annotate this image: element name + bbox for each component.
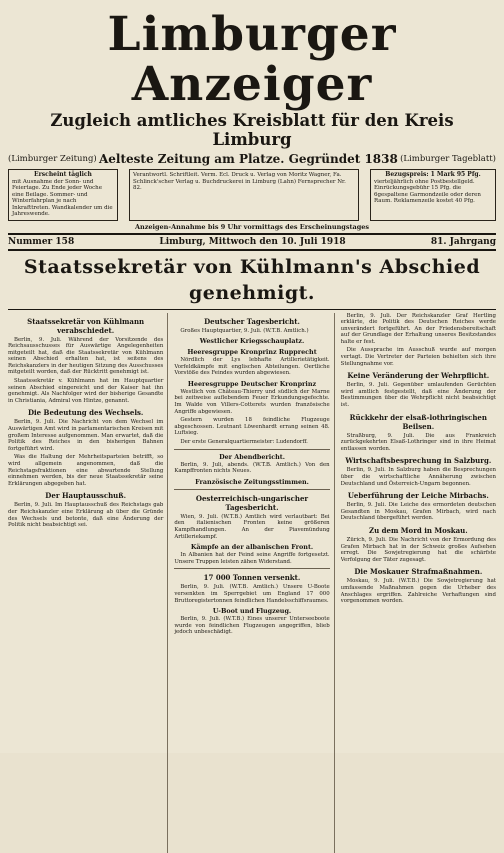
subtitle-row [8,152,496,166]
article-paragraph: Westlich von Château-Thierry und südlich der Marne bei zeitweise auflebendem Feuer Erkundungsgefechte. Im Walde von Villers-Cotterets wurden französische Angriffe abgewiesen. [174,388,330,415]
divider [174,489,329,490]
article-paragraph: Gestern wurden 18 feindliche Flugzeuge abgeschossen. Leutnant Löwenhardt errang seinen 48. Luftsieg. [174,417,330,437]
column-1 [8,313,168,853]
right-tag: (Limburger Tageblatt) [400,154,496,164]
publisher-info-box [129,169,359,221]
main-headline: Staatssekretär von Kühlmann's Abschied genehmigt. [8,251,496,310]
section-heading: Der Abendbericht. [219,452,285,461]
section-heading: U-Boot und Flugzeug. [212,607,292,616]
article-heading: Der Hauptausschuß. [45,491,127,501]
article-paragraph: Berlin, 9. Juli. Die Leiche des ermordeten deutschen Gesandten in Moskau, Grafen Mirbach, wird nach Deutschland übergeführt werden. [340,502,496,522]
price-info-title: Bezugspreis: 1 Mark 95 Pfg. [385,171,481,178]
article-paragraph: Was die Haltung der Mehrheitsparteien betrifft, so wird allgemein angenommen, daß die Reichstagsfraktionen eine abwartende Stellung einnehmen werden, bis der neue Staatssekretär seine Erklärungen abgegeben hat. [8,454,164,487]
publisher-info-text: Verantwortl. Schriftleit. Verm. Ecl. Druck u. Verlag von Moritz Wagner, Fa. Schlinck'scher Verlag u. Buchdruckerei in Limburg (Lahn) Fernsprecher Nr. 82. [133,172,346,191]
article-paragraph: Berlin, 9. Juli. Der Reichskanzler Graf Hertling erklärte, die Politik des Deutschen Reiches werde unverändert fortgeführt. An der Friedensbereitschaft auf der Grundlage der Erhaltung unseres Besitzstandes halte er fest. [340,312,496,345]
volume-year: 81. Jahrgang [430,236,496,247]
article-heading: Rückkehr der elsaß-lothringischen Beilsen. [349,412,487,431]
slogan: Aelteste Zeitung am Platze. Gegründet 1838 [98,152,398,166]
article-paragraph: Wien, 9. Juli. (W.T.B.) Amtlich wird verlautbart: Bei den italienischen Fronten keine größeren Kampfhandlungen. An der Piavemündung Artilleriekampf. [174,513,330,540]
newspaper-title: Limburger Anzeiger [107,7,397,112]
article-columns [8,313,496,853]
price-info-text: vierteljährlich ohne Postbestellgeld. Einrückungsgebühr 15 Pfg. die 6gespaltene Garmondzeile oder deren Raum. Reklamenzeile kostet 40 Pfg. [374,178,481,204]
section-heading: Heeresgruppe Deutscher Kronprinz [187,379,317,388]
article-paragraph: Berlin, 9. Juli, abends. (W.T.B. Amtlich.) Von den Kampffronten nichts Neues. [174,461,330,475]
article-heading: Keine Veränderung der Wehrpflicht. [347,371,490,381]
article-paragraph: Berlin, 9. Juli. In Salzburg haben die Besprechungen über die wirtschaftliche Annäherung zwischen Deutschland und Österreich-Ungarn begonnen. [340,467,496,487]
masthead [8,7,496,166]
article-paragraph: Berlin, 9. Juli. Während der Vorsitzende des Reichsausschusses für Auswärtige Angelegenheiten mitgeteilt hat, daß die Staatssekretär von Kühlmann seinen Abschied erhalten hat, ist seitens des Reichskanzlers in der heutigen Sitzung des Ausschusses mitgeteilt worden, daß der Rücktritt genehmigt ist. [8,336,164,376]
article-paragraph: Der erste Generalquartiermeister: Ludendorff. [180,439,308,446]
article-paragraph: In Albanien hat der Feind seine Angriffe fortgesetzt. Unsere Truppen leisten zähen Widerstand. [174,552,330,565]
section-heading: Französische Zeitungsstimmen. [195,477,309,486]
section-heading: Heeresgruppe Kronprinz Rupprecht [187,348,317,357]
ad-deadline-notice: Anzeigen-Annahme bis 9 Uhr vormittags des Erscheinungstages [134,222,370,231]
article-paragraph: Großes Hauptquartier, 9. Juli. (W.T.B. Amtlich.) [180,327,309,334]
article-paragraph: Nördlich der Lys lebhafte Artillerietätigkeit. Vorfeldkämpfe mit englischen Abteilungen. Oertliche Vorstöße des Feindes wurden abgewiesen. [174,357,330,377]
place-date: Limburg, Mittwoch den 10. Juli 1918 [159,236,346,247]
article-paragraph: Berlin, 9. Juli. Die Nachricht von dem Wechsel im Auswärtigen Amt wird in parlamentarischen Kreisen mit großem Interesse aufgenommen. Man erwartet, daß die Politik des Reiches in den bisherigen Bahnen fortgeführt wird. [8,419,164,452]
article-paragraph: Staatssekretär v. Kühlmann hat im Hauptquartier seinen Abschied eingereicht und der Kaiser hat ihn genehmigt. Als Nachfolger wird der bisherige Gesandte in Christiania, Admiral von Hintze, genannt. [8,378,164,404]
section-heading: Westlicher Kriegsschauplatz. [199,337,305,346]
article-paragraph: Berlin, 9. Juli. Gegenüber umlaufenden Gerüchten wird amtlich festgestellt, daß eine Änderung der Bestimmungen über die Wehrpflicht nicht beabsichtigt ist. [340,382,496,409]
publication-info-title: Erscheint täglich [34,171,92,178]
column-2 [174,313,334,853]
dateline [8,233,496,251]
divider [174,568,329,569]
section-heading: Kämpfe an der albanischen Front. [190,543,314,552]
article-paragraph: Zürich, 9. Juli. Die Nachricht von der Ermordung des Grafen Mirbach hat in der Schweiz großes Aufsehen erregt. Die Sowjetregierung hat die schärfste Verfolgung der Täter zugesagt. [340,536,496,563]
column-3 [341,313,496,853]
article-heading: Wirtschaftsbesprechung in Salzburg. [345,456,492,466]
publication-info-box [8,169,118,221]
article-heading: Oesterreichisch-ungarischer Tagesbericht. [195,493,309,512]
publication-info-text: mit Ausnahme der Sonn- und Feiertage. Zu Ende jeder Woche eine Beilage. Sommer- und Winterfahrplan je nach Inkrafttreten. Wandkalender um die Jahreswende. [12,178,113,217]
article-paragraph: Berlin, 9. Juli. (W.T.B.) Eines unserer Unterseeboote wurde von feindlichen Flugzeugen angegriffen, blieb jedoch unbeschädigt. [174,616,330,636]
article-paragraph: Moskau, 9. Juli. (W.T.B.) Die Sowjetregierung hat umfassende Maßnahmen gegen die Urheber des Anschlages ergriffen. Zahlreiche Verhaftungen sind vorgenommen worden. [340,578,496,605]
price-info-box [370,169,496,221]
article-heading: Die Bedeutung des Wechsels. [27,408,144,418]
article-paragraph: Straßburg, 9. Juli. Die aus Frankreich zurückgekehrten Elsaß-Lothringer sind in ihre Heimat entlassen worden. [340,432,496,452]
article-paragraph: Die Aussprache im Ausschuß wurde auf morgen vertagt. Die Vertreter der Parteien behielten sich ihre Stellungnahme vor. [340,347,496,367]
article-paragraph: Berlin, 9. Juli. Im Hauptausschuß des Reichstags gab der Reichskanzler eine Erklärung ab über die Gründe des Wechsels und betonte, daß eine Änderung der Politik nicht beabsichtigt sei. [8,502,164,529]
article-paragraph: Berlin, 9. Juli. (W.T.B. Amtlich.) Unsere U-Boote versenkten im Sperrgebiet um England 17 000 Bruttoregistertonnen feindlichen Handelsschiffsraumes. [174,584,330,604]
divider [174,449,329,450]
article-heading: Die Moskauer Strafmaßnahmen. [354,567,483,577]
left-tag: (Limburger Zeitung) [8,154,97,164]
newspaper-subtitle: Zugleich amtliches Kreisblatt für den Kreis Limburg [50,111,454,149]
issue-number: Nummer 158 [8,236,75,247]
article-heading: Deutscher Tagesbericht. [204,316,300,326]
article-heading: Staatssekretär von Kühlmann verabschiedet. [27,316,145,335]
info-row [8,169,496,221]
article-heading: 17 000 Tonnen versenkt. [203,573,301,583]
article-heading: Ueberführung der Leiche Mirbachs. [347,491,489,501]
article-heading: Zu dem Mord in Moskau. [368,525,468,535]
